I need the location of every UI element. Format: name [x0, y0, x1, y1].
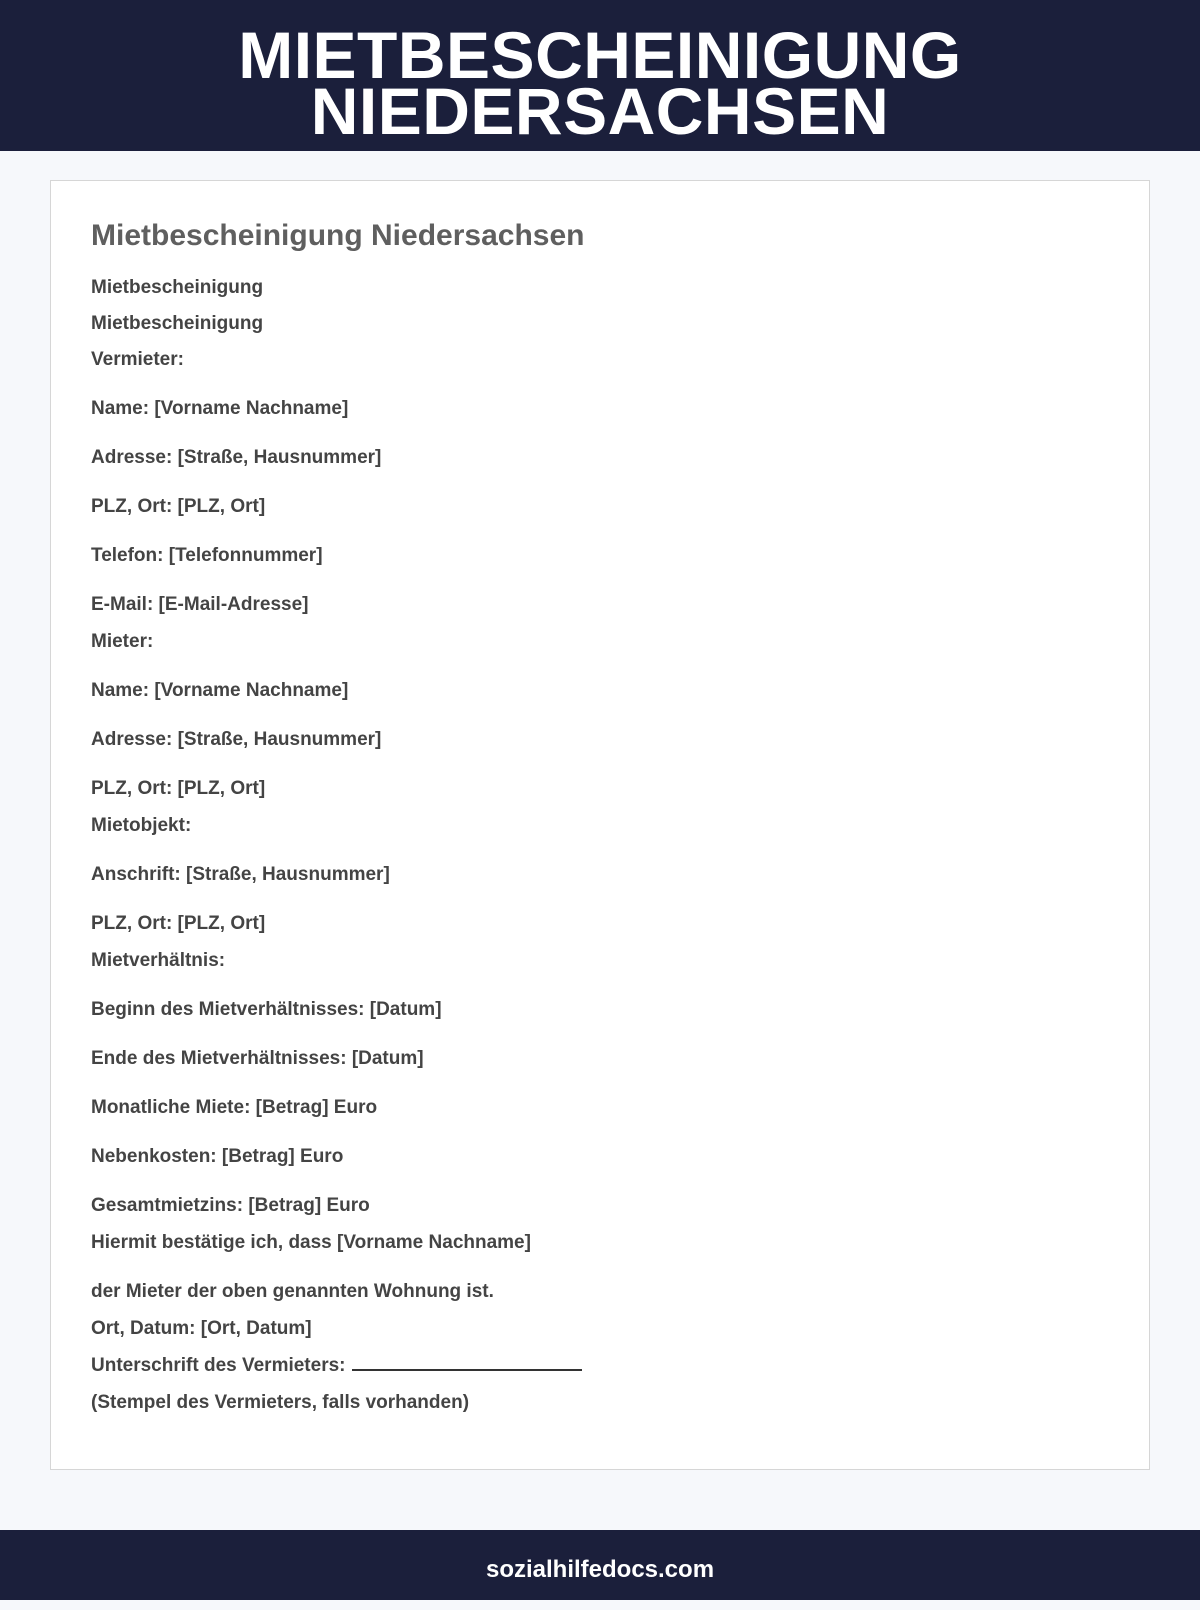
- mietobjekt-plz-ort: PLZ, Ort: [PLZ, Ort]: [91, 913, 266, 934]
- unterschrift-row: [91, 1355, 582, 1377]
- unterschrift-label: Unterschrift des Vermieters:: [91, 1355, 346, 1376]
- section-mietobjekt: Mietobjekt:: [91, 815, 192, 836]
- heading-mietbescheinigung-repeat: Mietbescheinigung: [91, 313, 264, 334]
- bestaetigung-text-cont: der Mieter der oben genannten Wohnung ist.: [91, 1281, 494, 1302]
- vermieter-telefon: Telefon: [Telefonnummer]: [91, 545, 323, 566]
- section-vermieter: Vermieter:: [91, 349, 184, 370]
- monatliche-miete: Monatliche Miete: [Betrag] Euro: [91, 1097, 378, 1118]
- vermieter-name: Name: [Vorname Nachname]: [91, 398, 349, 419]
- bestaetigung-text: Hiermit bestätige ich, dass [Vorname Nachname]: [91, 1232, 531, 1253]
- vermieter-email: E-Mail: [E-Mail-Adresse]: [91, 594, 309, 615]
- stempel-hinweis: (Stempel des Vermieters, falls vorhanden): [91, 1392, 470, 1413]
- header-title-line-1: MIETBESCHEINIGUNG: [238, 18, 962, 92]
- mietverhaeltnis-beginn: Beginn des Mietverhältnisses: [Datum]: [91, 999, 442, 1020]
- gesamtmietzins: Gesamtmietzins: [Betrag] Euro: [91, 1195, 370, 1216]
- mieter-name: Name: [Vorname Nachname]: [91, 680, 349, 701]
- vermieter-plz-ort: PLZ, Ort: [PLZ, Ort]: [91, 496, 266, 517]
- signature-line: [352, 1357, 582, 1371]
- ort-datum: Ort, Datum: [Ort, Datum]: [91, 1318, 312, 1339]
- mieter-adresse: Adresse: [Straße, Hausnummer]: [91, 729, 382, 750]
- document-title: Mietbescheinigung Niedersachsen: [91, 219, 585, 252]
- document-card: [50, 180, 1150, 1470]
- section-mietverhaeltnis: Mietverhältnis:: [91, 950, 226, 971]
- footer-site-name: sozialhilfedocs.com: [485, 1556, 715, 1583]
- vermieter-adresse: Adresse: [Straße, Hausnummer]: [91, 447, 382, 468]
- mietobjekt-anschrift: Anschrift: [Straße, Hausnummer]: [91, 864, 390, 885]
- mietverhaeltnis-ende: Ende des Mietverhältnisses: [Datum]: [91, 1048, 424, 1069]
- nebenkosten: Nebenkosten: [Betrag] Euro: [91, 1146, 344, 1167]
- header-title-line-2: NIEDERSACHSEN: [310, 74, 890, 148]
- section-mieter: Mieter:: [91, 631, 154, 652]
- heading-mietbescheinigung: Mietbescheinigung: [91, 277, 264, 298]
- mieter-plz-ort: PLZ, Ort: [PLZ, Ort]: [91, 778, 266, 799]
- page-footer: [0, 1530, 1200, 1600]
- page-header: [0, 0, 1200, 151]
